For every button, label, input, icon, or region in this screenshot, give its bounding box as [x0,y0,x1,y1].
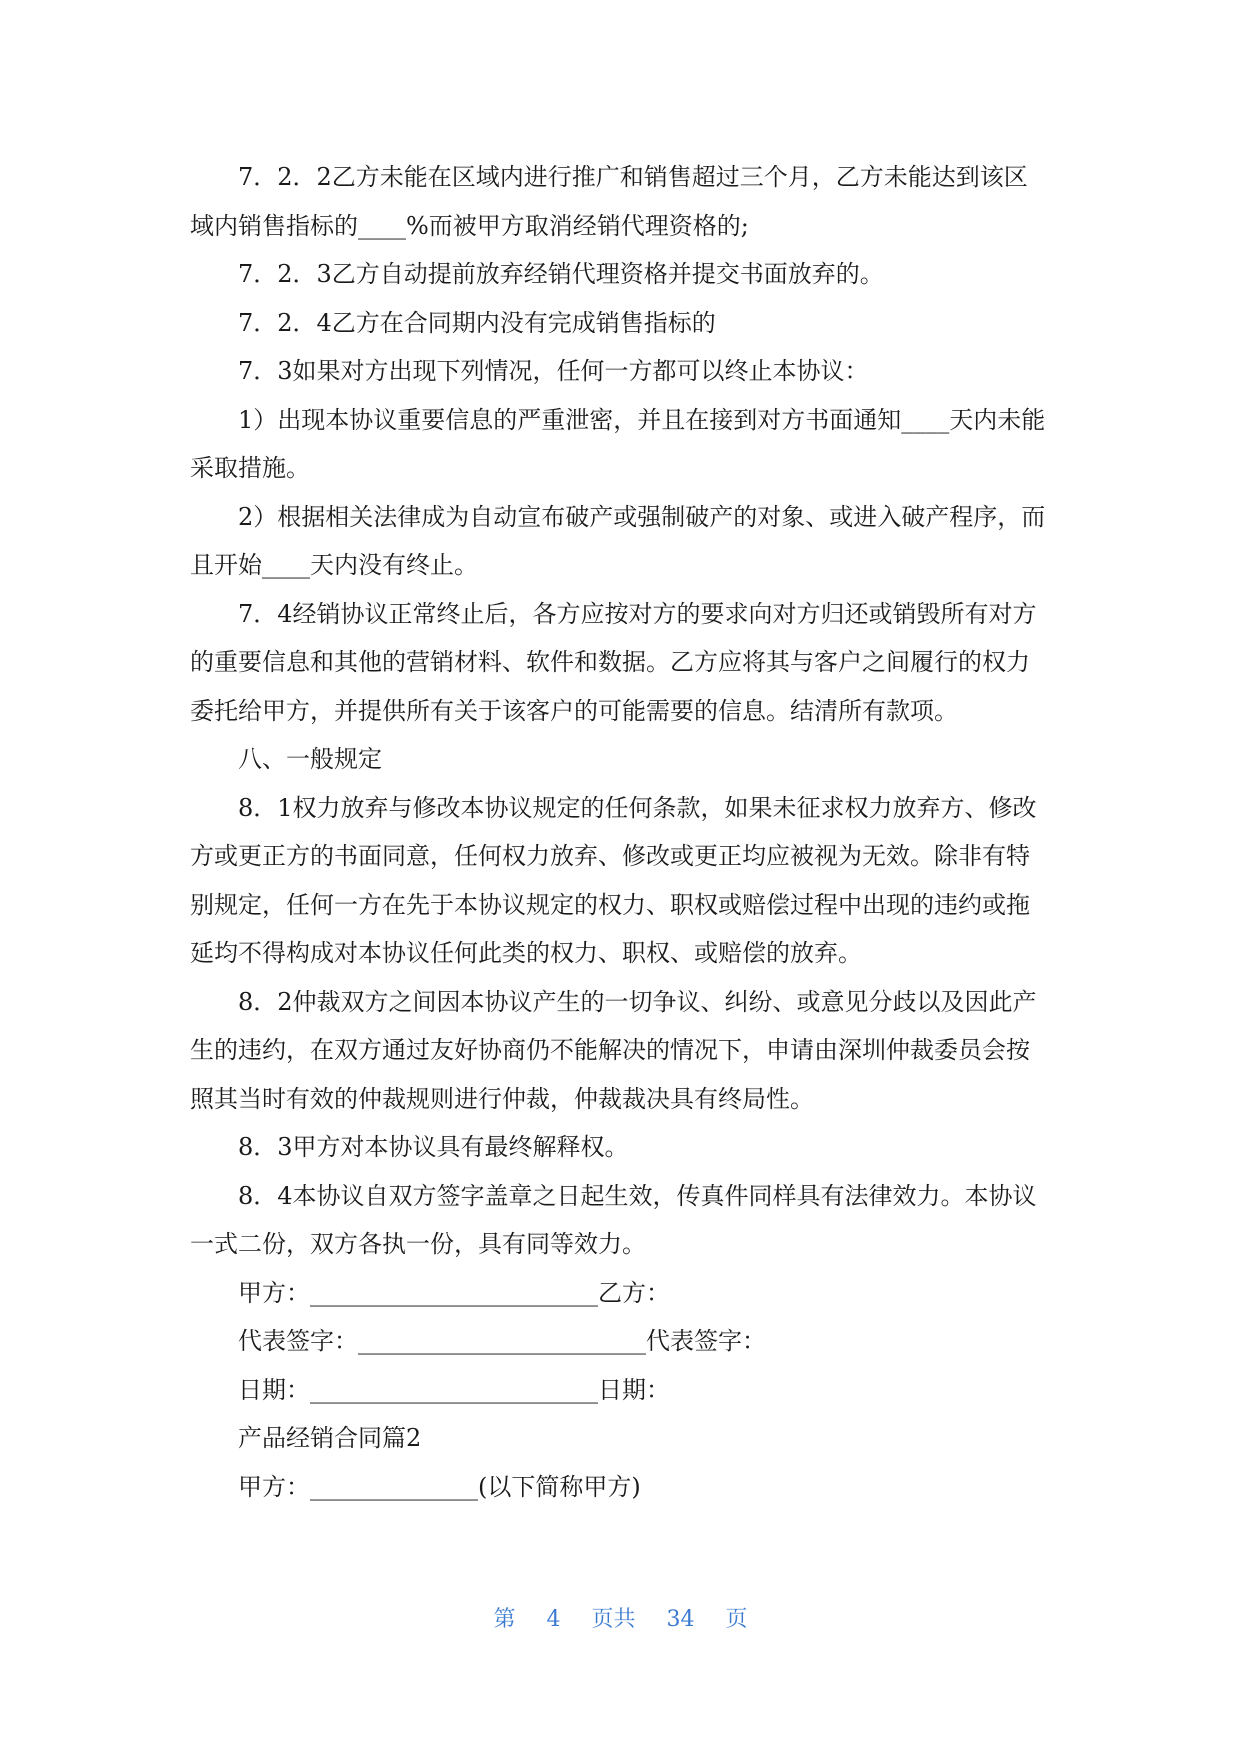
paragraph-7-2-4: 7．2．4乙方在合同期内没有完成销售指标的 [238,308,716,337]
paragraph-8-3: 8．3甲方对本协议具有最终解释权。 [238,1133,629,1161]
footer-middle: 页共 [591,1607,636,1632]
section-heading-8: 八、一般规定 [238,745,382,773]
footer-page-number: 4 [546,1607,561,1632]
paragraph-7-4: 7．4经销协议正常终止后，各方应按对方的要求向对方归还或销毁所有对方的重要信息和其他的营销材料、软件和数据。乙方应将其与客户之间履行的权力委托给甲方，并提供所有关于该客户的可能需要的信息。结清所有款项。 [190,599,1037,725]
signature-party-line: 甲方：________________________乙方： [238,1278,670,1307]
paragraph-7-3-item-1: 1）出现本协议重要信息的严重泄密，并且在接到对方书面通知____天内未能采取措施。 [190,405,1046,482]
page-footer [0,1602,1241,1633]
paragraph-7-2-2: 7．2．2乙方未能在区域内进行推广和销售超过三个月，乙方未能达到该区域内销售指标的____%而被甲方取消经销代理资格的; [190,163,1028,240]
footer-total-pages: 34 [666,1607,695,1632]
footer-suffix: 页 [725,1607,748,1632]
footer-prefix: 第 [493,1607,516,1632]
document-body [190,153,1050,1511]
paragraph-8-4: 8．4本协议自双方签字盖章之日起生效，传真件同样具有法律效力。本协议一式二份，双方各执一份，具有同等效力。 [190,1181,1037,1258]
paragraph-8-1: 8．1权力放弃与修改本协议规定的任何条款，如果未征求权力放弃方、修改方或更正方的书面同意，任何权力放弃、修改或更正均应被视为无效。除非有特别规定，任何一方在先于本协议规定的权力、职权或赔偿过程中出现的违约或拖延均不得构成对本协议任何此类的权力、职权、或赔偿的放弃。 [190,793,1037,967]
contract-section-title: 产品经销合同篇2 [238,1424,422,1452]
signature-representative-line: 代表签字：________________________代表签字： [238,1327,766,1355]
paragraph-7-3-item-2: 2）根据相关法律成为自动宣布破产或强制破产的对象、或进入破产程序，而且开始____天内没有终止。 [190,502,1046,579]
party-a-line: 甲方：______________(以下简称甲方) [238,1472,641,1501]
paragraph-8-2: 8．2仲裁双方之间因本协议产生的一切争议、纠纷、或意见分歧以及因此产生的违约，在双方通过友好协商仍不能解决的情况下，申请由深圳仲裁委员会按照其当时有效的仲裁规则进行仲裁，仲裁裁决具有终局性。 [190,987,1037,1113]
paragraph-7-3: 7．3如果对方出现下列情况，任何一方都可以终止本协议： [238,357,869,385]
signature-date-line: 日期：________________________日期： [238,1375,670,1404]
paragraph-7-2-3: 7．2．3乙方自动提前放弃经销代理资格并提交书面放弃的。 [238,260,884,288]
